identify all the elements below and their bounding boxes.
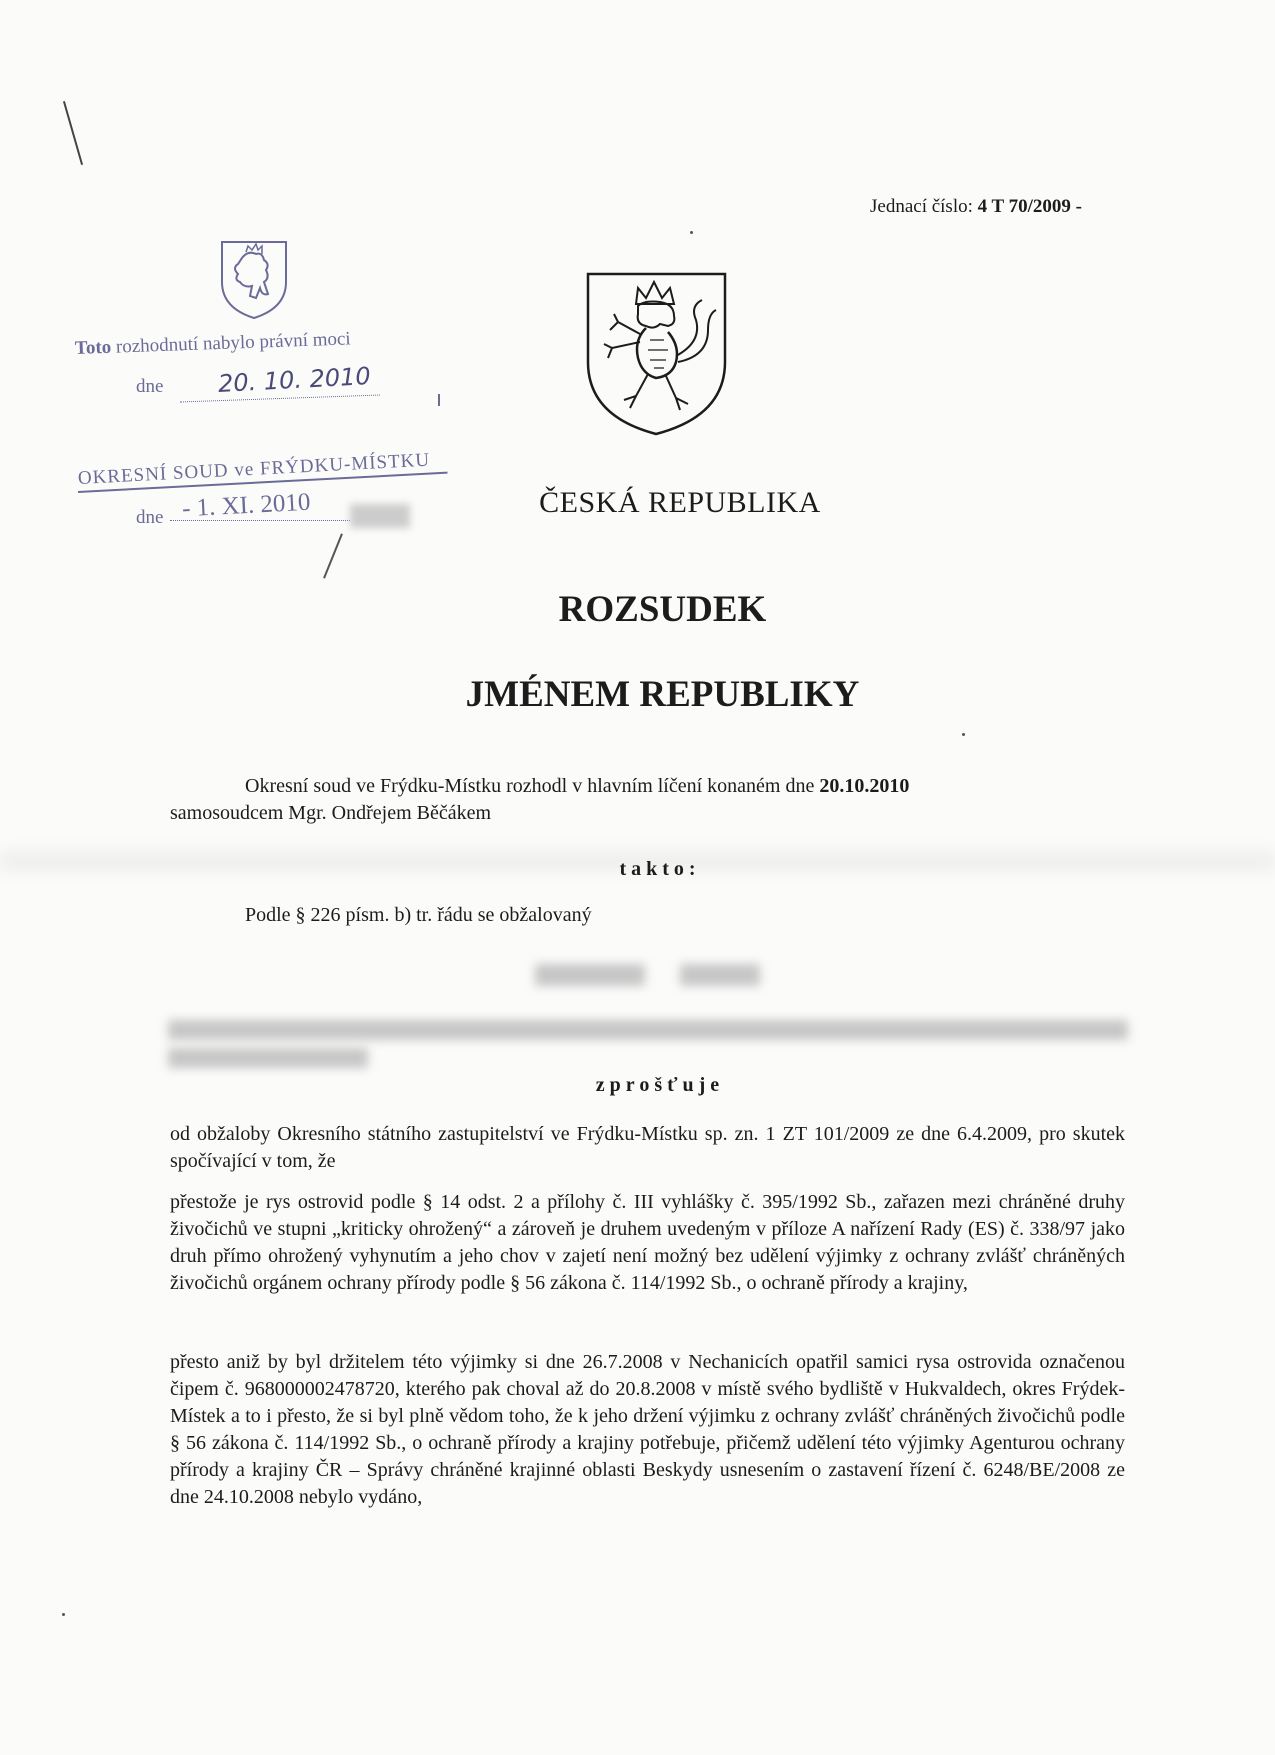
intro-judge: samosoudcem Mgr. Ondřejem Běčákem [170,802,492,824]
statute-line: Podle § 226 písm. b) tr. řádu se obžalovaný [245,904,592,926]
stamp-coat-of-arms-icon [218,238,290,322]
court-stamp-date: - 1. XI. 2010 [181,488,312,523]
takto-heading: takto: [619,858,701,880]
case-reference-number: 4 T 70/2009 - [977,196,1082,217]
redacted-name-first [535,964,645,986]
verdict-heading: zprošťuje [595,1074,725,1096]
case-reference [870,196,1082,218]
validity-stamp-underline [180,395,380,403]
validity-stamp-dne: dne [136,376,164,397]
redacted-details-line-2 [168,1048,368,1068]
intro-paragraph [170,773,1125,827]
fact-paragraph-1: přestože je rys ostrovid podle § 14 odst. 2 a přílohy č. III vyhlášky č. 395/1992 Sb., zařazen mezi chráněné druhy živočichů ve stupni „kriticky ohrožený“ a zároveň je druhem uvedeným v příloze A nařízení Rady (ES) č. 338/97 jako druh přímo ohrožený vyhynutím a jeho chov v zajetí není možný bez udělení výjimky z ochrany zvlášť chráněných živočichů orgánem ochrany přírody podle § 56 zákona č. 114/1992 Sb., o ochraně přírody a krajiny, [170,1191,1125,1294]
redacted-name-last [680,964,760,986]
fact-paragraph-2: přesto aniž by byl držitelem této výjimky si dne 26.7.2008 v Nechanicích opatřil samici rysa ostrovida označenou čipem č. 968000002478720, kterého pak choval až do 20.8.2008 v místě svého bydliště v Hukvaldech, okres Frýdek-Místek a to i přesto, že si byl plně vědom toho, že k jeho držení výjimku z ochrany zvlášť chráněných živočichů podle § 56 zákona č. 114/1992 Sb., o ochraně přírody a krajiny potřebuje, přičemž udělení této výjimky Agenturou ochrany přírody a krajiny ČR – Správy chráněné krajinné oblasti Beskydy usnesením o zastavení řízení č. 6248/BE/2008 ze dne 24.10.2008 nebylo vydáno, [170,1351,1125,1508]
court-stamp-dne: dne [136,507,164,528]
court-stamp-underline [170,520,350,521]
document-title: ROZSUDEK [558,589,767,630]
validity-stamp-text: rozhodnutí nabylo právní moci [115,328,352,358]
case-reference-label: Jednací číslo: [870,196,973,217]
court-stamp: OKRESNÍ SOUD ve FRÝDKU-MÍSTKU [77,449,431,489]
scan-dot [962,733,965,736]
stamp-mark [438,394,440,406]
validity-stamp [75,328,351,360]
country-heading: ČESKÁ REPUBLIKA [539,486,821,519]
redacted-details-line-1 [168,1020,1128,1040]
charge-paragraph: od obžaloby Okresního státního zastupitelství ve Frýdku-Místku sp. zn. 1 ZT 101/2009 ze dne 6.4.2009, pro skutek spočívající v tom, že [170,1123,1125,1172]
document-subtitle: JMÉNEM REPUBLIKY [465,674,860,715]
scan-dot [690,231,693,234]
signature-stroke [323,533,343,578]
coat-of-arms-icon [584,270,729,438]
margin-pen-mark [63,101,83,165]
intro-text: Okresní soud ve Frýdku-Místku rozhodl v hlavním líčení konaném dne [245,775,815,797]
intro-date: 20.10.2010 [819,775,910,797]
handwritten-date: 20. 10. 2010 [217,362,372,398]
scan-dot [62,1613,65,1616]
validity-stamp-first-word: Toto [74,336,112,359]
